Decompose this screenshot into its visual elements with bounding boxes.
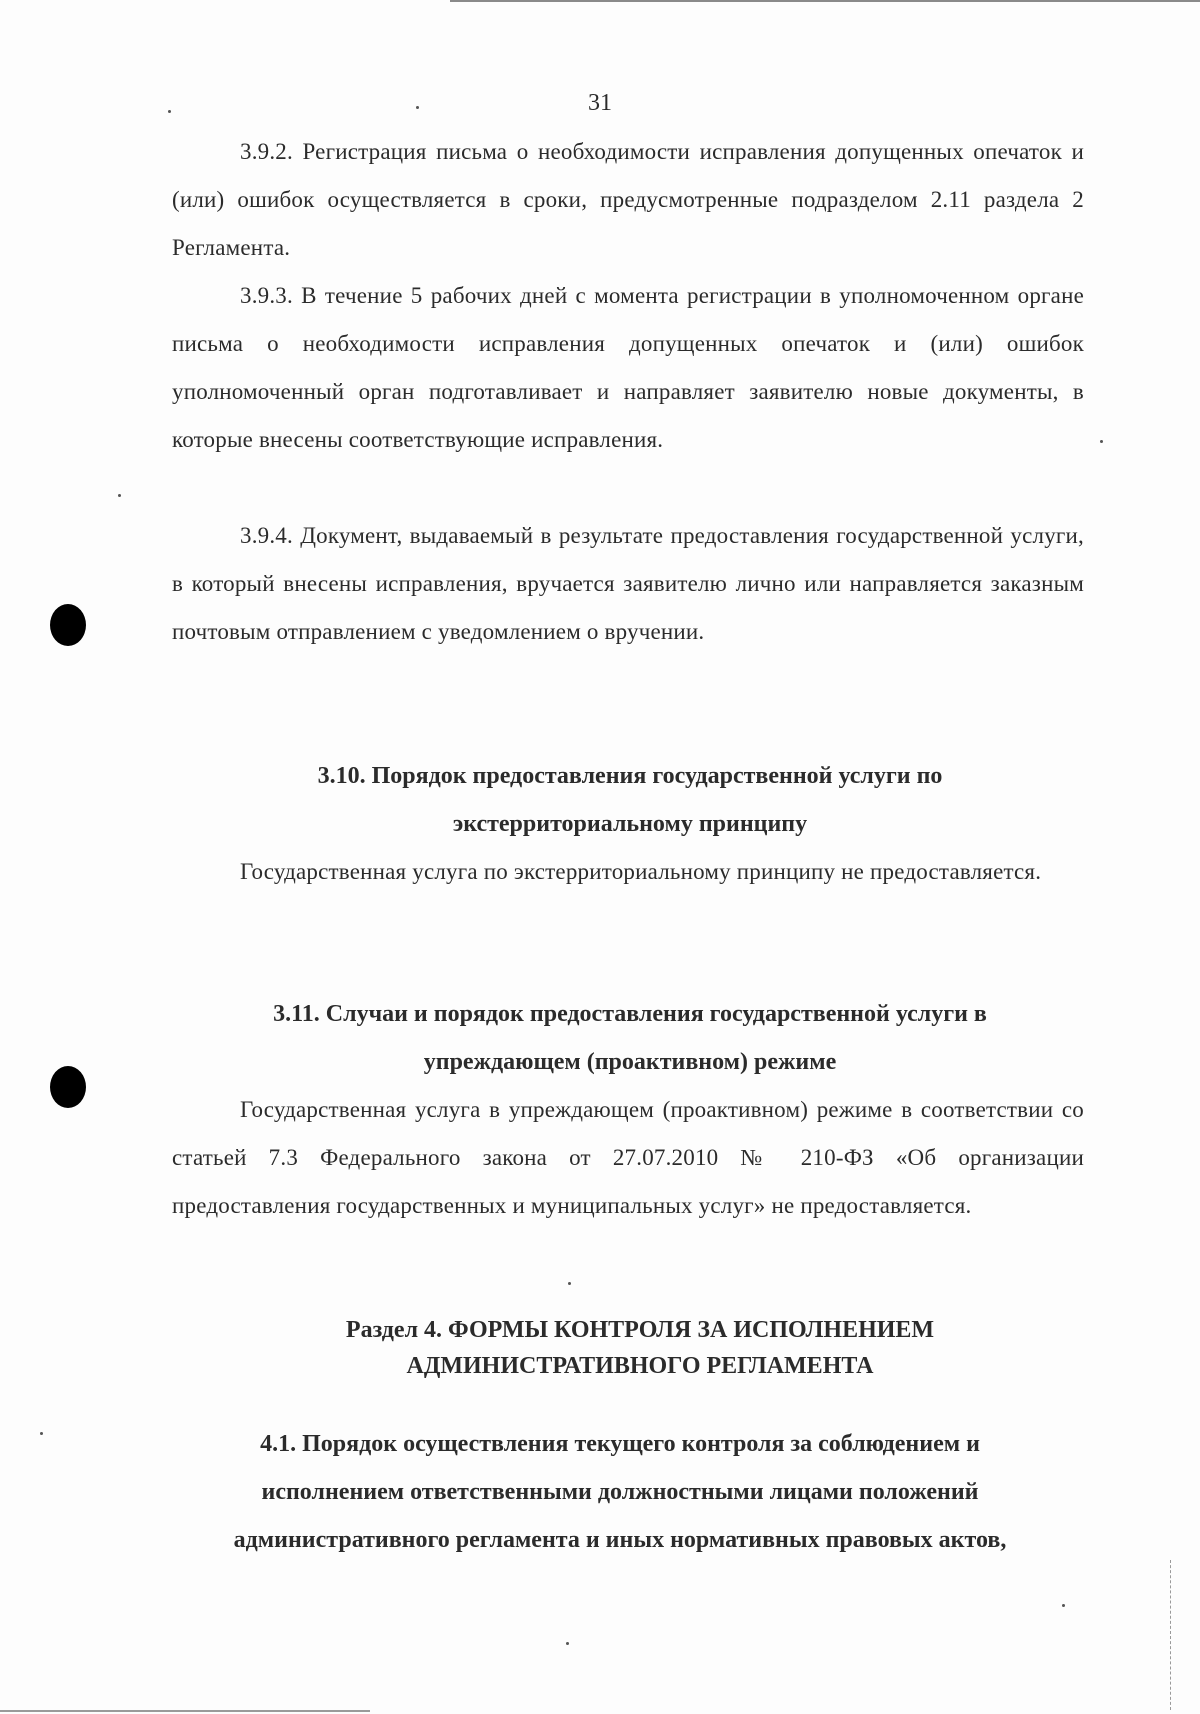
heading-4-1-line-3: административного регламента и иных нормативных правовых актов, [233, 1527, 1007, 1553]
scan-speck [118, 494, 121, 497]
heading-4-1-line-1: 4.1. Порядок осуществления текущего контроля за соблюдением и [260, 1431, 980, 1457]
page-number: 31 [588, 90, 612, 116]
scan-edge-line [450, 0, 1200, 2]
scan-speck [566, 1642, 569, 1645]
scan-speck [168, 110, 171, 113]
heading-3-11-line-2: упреждающем (проактивном) режиме [423, 1049, 837, 1075]
paragraph-3-11: Государственная услуга в упреждающем (проактивном) режиме в соответствии со статьей 7.3 Федерального закона от 27.07.2010 № 210-ФЗ «Об организации предоставления государственных и муниципальных услуг» не предоставляется. [172, 1097, 1084, 1218]
scan-speck [1062, 1604, 1065, 1607]
heading-3-10-line-1: 3.10. Порядок предоставления государственной услуги по [317, 763, 943, 789]
heading-3-11-line-1: 3.11. Случаи и порядок предоставления государственной услуги в [273, 1001, 987, 1027]
paragraph-3-9-2: 3.9.2. Регистрация письма о необходимости исправления допущенных опечаток и (или) ошибок осуществляется в сроки, предусмотренные подразделом 2.11 раздела 2 Регламента. [172, 139, 1084, 260]
heading-3-10-line-2: экстерриториальному принципу [452, 811, 808, 837]
heading-3-11 [150, 990, 1110, 1086]
scan-speck [568, 1282, 571, 1285]
heading-section-4-line-2: АДМИНИСТРАТИВНОГО РЕГЛАМЕНТА [406, 1353, 874, 1379]
scan-speck [1100, 440, 1103, 443]
heading-section-4-line-1: Раздел 4. ФОРМЫ КОНТРОЛЯ ЗА ИСПОЛНЕНИЕМ [345, 1317, 935, 1343]
heading-3-10 [150, 752, 1110, 848]
scan-speck [416, 106, 419, 109]
paragraph-3-9-4: 3.9.4. Документ, выдаваемый в результате предоставления государственной услуги, в который внесены исправления, вручается заявителю лично или направляется заказным почтовым отправлением с уведомлением о вручении. [172, 523, 1084, 644]
punch-hole [50, 604, 86, 646]
heading-4-1-line-2: исполнением ответственными должностными лицами положений [261, 1479, 979, 1505]
paragraph-3-9-3: 3.9.3. В течение 5 рабочих дней с момента регистрации в уполномоченном органе письма о необходимости исправления допущенных опечаток и (или) ошибок уполномоченный орган подготавливает и направляет заявителю новые документы, в которые внесены соответствующие исправления. [172, 283, 1084, 452]
scan-edge-line [1170, 1560, 1172, 1710]
heading-section-4 [160, 1312, 1120, 1384]
punch-hole [50, 1066, 86, 1108]
paragraph-3-10: Государственная услуга по экстерриториальному принципу не предоставляется. [240, 859, 1042, 884]
scan-speck [40, 1432, 43, 1435]
scan-edge-line [0, 1710, 370, 1712]
heading-4-1 [120, 1420, 1120, 1564]
